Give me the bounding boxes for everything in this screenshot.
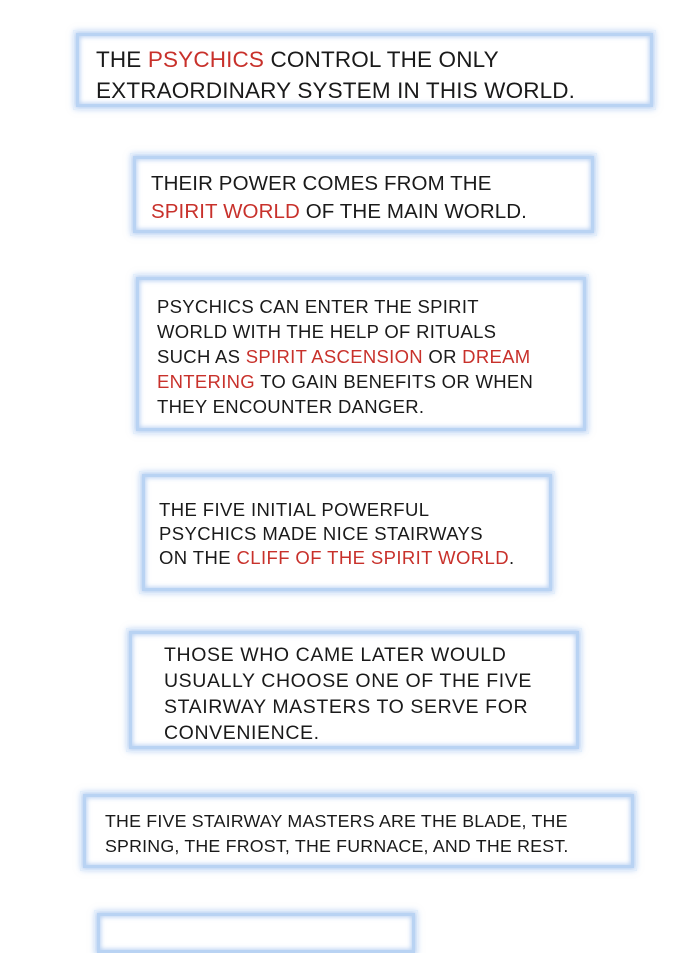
- caption-segment: CONVENIENCE.: [164, 722, 320, 744]
- caption-segment: THEY ENCOUNTER DANGER.: [157, 396, 425, 417]
- highlighted-term: SPIRIT WORLD: [151, 200, 300, 223]
- caption-segment: THE FIVE INITIAL POWERFUL: [159, 499, 430, 520]
- caption-segment: STAIRWAY MASTERS TO SERVE FOR: [164, 696, 529, 718]
- caption-segment: THEIR POWER COMES FROM THE: [151, 172, 492, 195]
- caption-segment: CONTROL THE ONLY: [264, 47, 499, 72]
- caption-box-1: [76, 33, 653, 107]
- caption-text-4: [159, 498, 515, 570]
- caption-segment: USUALLY CHOOSE ONE OF THE FIVE: [164, 670, 532, 692]
- caption-segment: PSYCHICS MADE NICE STAIRWAYS: [159, 523, 484, 544]
- highlighted-term: DREAM: [462, 346, 531, 367]
- caption-segment: OF THE MAIN WORLD.: [299, 200, 527, 223]
- highlighted-term: PSYCHICS: [147, 47, 265, 72]
- caption-segment: THOSE WHO CAME LATER WOULD: [164, 644, 507, 666]
- caption-segment: SPRING, THE FROST, THE FURNACE, AND THE REST.: [105, 836, 569, 856]
- caption-box-4: [142, 474, 552, 591]
- caption-segment: THE: [96, 47, 148, 72]
- caption-segment: ON THE: [159, 547, 237, 568]
- caption-segment: OR: [422, 346, 463, 367]
- caption-box-2: [133, 156, 594, 233]
- caption-segment: TO GAIN BENEFITS OR WHEN: [255, 371, 534, 392]
- caption-text-1: [96, 44, 575, 106]
- caption-segment: WORLD WITH THE HELP OF RITUALS: [157, 321, 497, 342]
- caption-text-5: [164, 642, 532, 746]
- caption-segment: SUCH AS: [157, 346, 246, 367]
- caption-segment: PSYCHICS CAN ENTER THE SPIRIT: [157, 296, 479, 317]
- highlighted-term: SPIRIT ASCENSION: [245, 346, 423, 367]
- caption-text-6: [105, 809, 568, 859]
- caption-segment: THE FIVE STAIRWAY MASTERS ARE THE BLADE, THE: [105, 811, 568, 831]
- caption-box-3: [136, 277, 586, 431]
- caption-box-6: [83, 794, 634, 868]
- caption-text-3: [157, 294, 533, 419]
- highlighted-term: CLIFF OF THE SPIRIT WORLD: [236, 547, 509, 568]
- caption-box-5: [129, 631, 579, 749]
- caption-segment: EXTRAORDINARY SYSTEM IN THIS WORLD.: [96, 78, 576, 103]
- caption-segment: .: [508, 547, 515, 568]
- caption-box-7-partial: [97, 913, 415, 953]
- caption-text-2: [151, 170, 527, 226]
- highlighted-term: ENTERING: [157, 371, 255, 392]
